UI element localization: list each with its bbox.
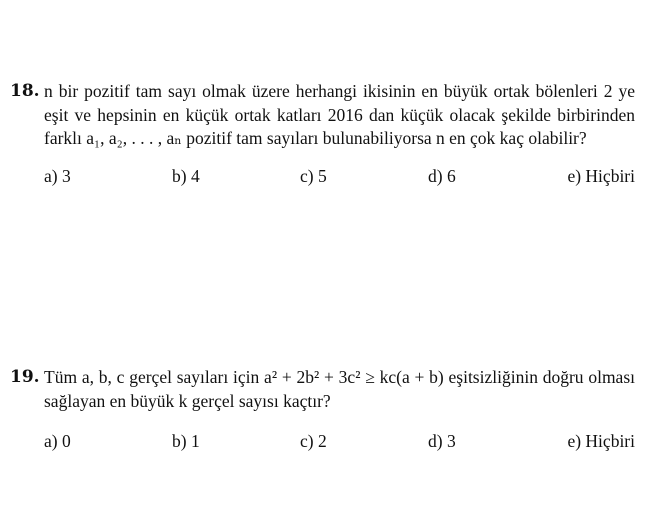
question-text: n bir pozitif tam sayı olmak üzere herhangi ikisinin en büyük ortak bölenleri 2 ye eşit ve hepsinin en küçük ortak katları 2016 dan küçük olacak şekilde birbirinden farklı a₁, a₂, . . . , aₙ pozitif tam sayıları bulunabiliyorsa n en çok kaç olabilir? [44,81,635,148]
choice-a[interactable]: a) 0 [44,431,71,451]
choice-c[interactable]: c) 5 [300,165,327,186]
question-number: 19. [10,367,40,387]
choice-b[interactable]: b) 1 [172,431,200,451]
choice-e[interactable]: e) Hiçbiri [567,431,635,451]
choice-d[interactable]: d) 6 [428,165,456,186]
answer-choices [44,429,635,453]
choice-d[interactable]: d) 3 [428,431,456,451]
choice-b[interactable]: b) 4 [172,165,200,186]
question-19 [10,366,635,453]
choice-e[interactable]: e) Hiçbiri [567,165,635,186]
question-number: 18. [10,81,40,101]
choice-c[interactable]: c) 2 [300,431,327,451]
answer-choices [44,164,635,188]
question-text: Tüm a, b, c gerçel sayıları için a² + 2b² + 3c² ≥ kc(a + b) eşitsizliğinin doğru olması sağlayan en büyük k gerçel sayısı kaçtır? [44,367,635,411]
question-18 [10,80,635,188]
choice-a[interactable]: a) 3 [44,165,71,186]
